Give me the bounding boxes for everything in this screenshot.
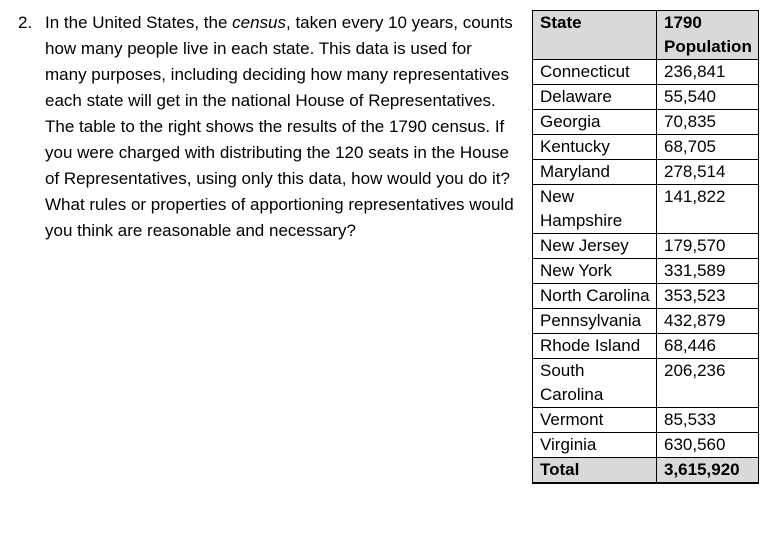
- table-row: [533, 85, 759, 110]
- table-row: [533, 234, 759, 259]
- question-number: 2.: [18, 13, 33, 32]
- total-label: Total: [533, 458, 657, 484]
- population-cell: 630,560: [657, 433, 759, 458]
- table-row: [533, 135, 759, 160]
- population-cell: 432,879: [657, 309, 759, 334]
- table-row: [533, 359, 759, 408]
- table-row: [533, 259, 759, 284]
- header-population: 1790 Population: [657, 11, 759, 60]
- total-population: 3,615,920: [657, 458, 759, 484]
- header-state: State: [533, 11, 657, 60]
- table-row: [533, 309, 759, 334]
- population-cell: 278,514: [657, 160, 759, 185]
- population-cell: 353,523: [657, 284, 759, 309]
- population-table: [532, 10, 759, 484]
- population-cell: 68,705: [657, 135, 759, 160]
- state-cell: Virginia: [533, 433, 657, 458]
- census-term: census: [232, 13, 286, 32]
- state-cell: Delaware: [533, 85, 657, 110]
- state-cell: Vermont: [533, 408, 657, 433]
- table-row: [533, 334, 759, 359]
- total-row: [533, 458, 759, 484]
- population-cell: 179,570: [657, 234, 759, 259]
- state-cell: Pennsylvania: [533, 309, 657, 334]
- state-cell: Georgia: [533, 110, 657, 135]
- table-row: [533, 284, 759, 309]
- question-paragraph-1: [45, 10, 518, 114]
- question-text-rest: , taken every 10 years, counts how many people live in each state. This data is used for many purposes, including deciding how many representatives each state will get in the national House of Representatives.: [45, 13, 513, 110]
- state-cell: Kentucky: [533, 135, 657, 160]
- state-cell: New York: [533, 259, 657, 284]
- question-paragraph-2: The table to the right shows the results of the 1790 census. If you were charged with distributing the 120 seats in the House of Representatives, using only this data, how would you do it? What rules or properties of apportioning representatives would you think are reasonable and necessary?: [45, 117, 514, 240]
- table-row: [533, 110, 759, 135]
- question-body: [45, 10, 518, 244]
- state-cell: South Carolina: [533, 359, 657, 408]
- state-cell: Rhode Island: [533, 334, 657, 359]
- table-row: [533, 185, 759, 234]
- population-cell: 331,589: [657, 259, 759, 284]
- state-cell: North Carolina: [533, 284, 657, 309]
- question-text-intro: In the United States, the: [45, 13, 233, 32]
- state-cell: New Hampshire: [533, 185, 657, 234]
- state-cell: Connecticut: [533, 60, 657, 85]
- question-block: [18, 10, 518, 244]
- state-cell: Maryland: [533, 160, 657, 185]
- table-body: [533, 60, 759, 484]
- table-header-row: [533, 11, 759, 60]
- population-cell: 70,835: [657, 110, 759, 135]
- table-row: [533, 60, 759, 85]
- population-cell: 85,533: [657, 408, 759, 433]
- population-cell: 68,446: [657, 334, 759, 359]
- table-row: [533, 408, 759, 433]
- table-row: [533, 160, 759, 185]
- state-cell: New Jersey: [533, 234, 657, 259]
- population-cell: 236,841: [657, 60, 759, 85]
- table-row: [533, 433, 759, 458]
- population-cell: 141,822: [657, 185, 759, 234]
- population-cell: 206,236: [657, 359, 759, 408]
- population-cell: 55,540: [657, 85, 759, 110]
